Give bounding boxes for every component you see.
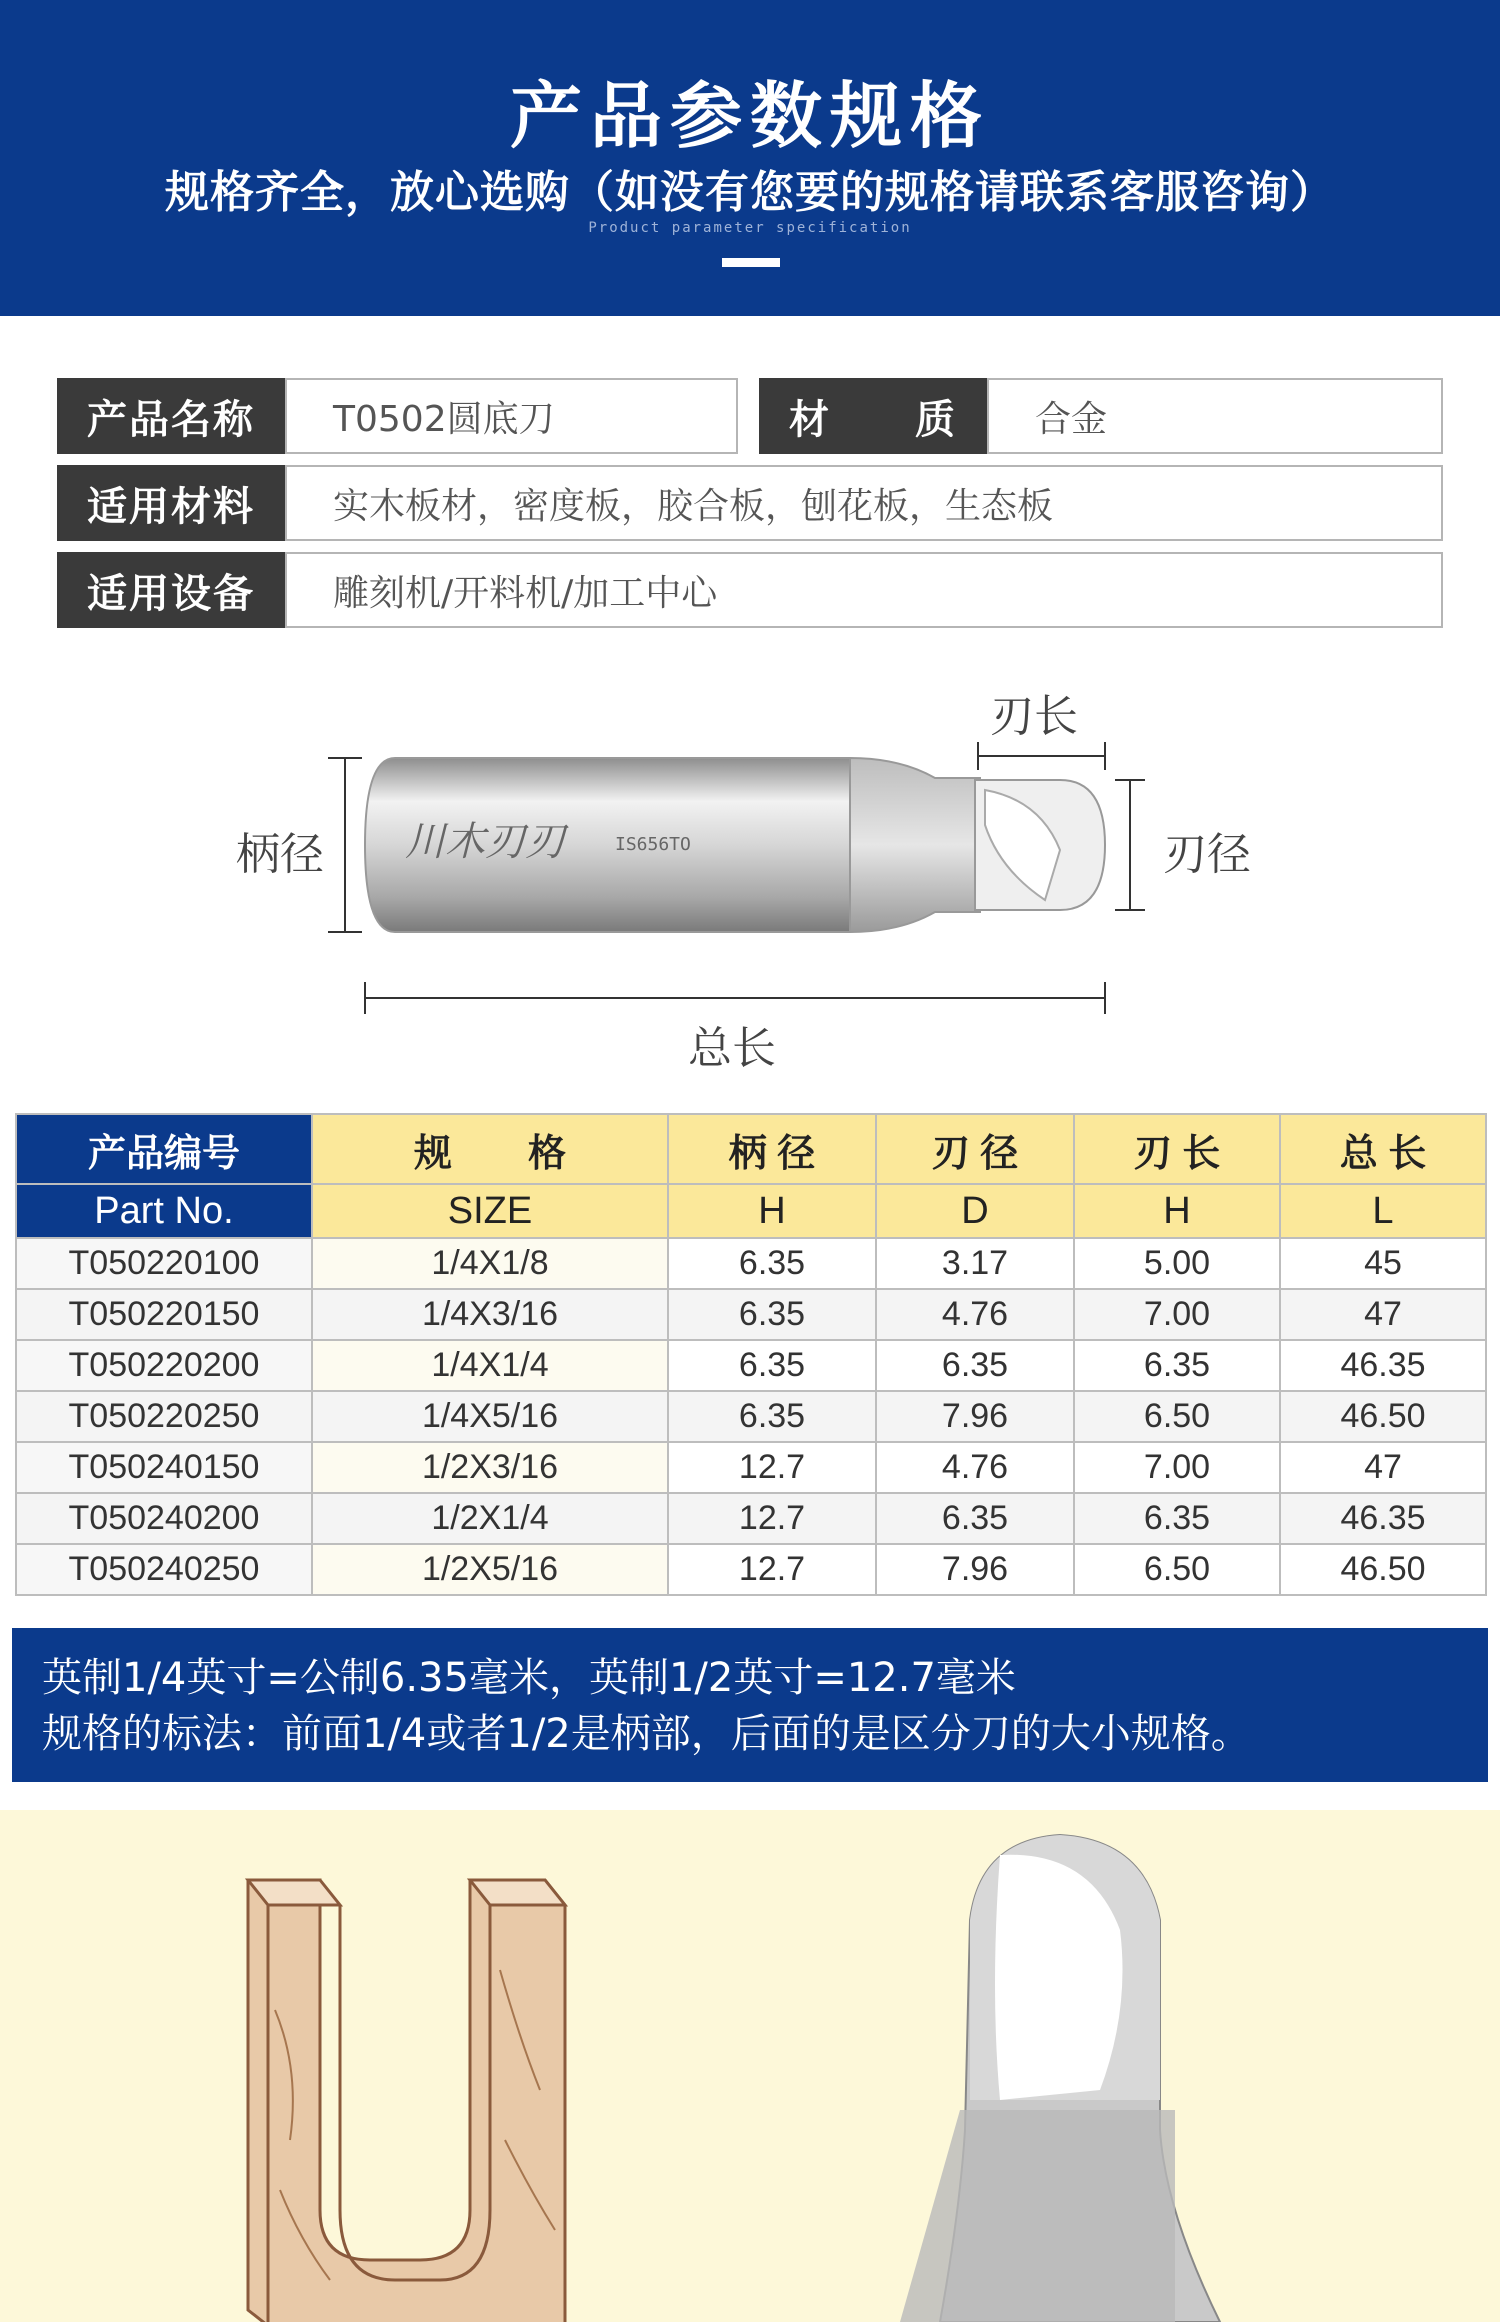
spec-table-body: [16, 1238, 1486, 1595]
cell-part-no: T050220200: [16, 1340, 312, 1391]
cell-blade-length: 7.00: [1074, 1442, 1280, 1493]
applicable-equipment-value: 雕刻机/开料机/加工中心: [285, 552, 1443, 628]
cell-shank-diameter: 12.7: [668, 1544, 876, 1595]
cell-size: 1/4X5/16: [312, 1391, 668, 1442]
col-header-shank-diameter: 柄 径: [668, 1114, 876, 1184]
cell-blade-diameter: 6.35: [876, 1340, 1074, 1391]
cell-blade-diameter: 6.35: [876, 1493, 1074, 1544]
table-row: [16, 1493, 1486, 1544]
blade-length-label: 刃长: [990, 691, 1078, 742]
note-line-2: 规格的标法：前面1/4或者1/2是柄部，后面的是区分刀的大小规格。: [42, 1711, 1251, 1757]
cell-total-length: 46.35: [1280, 1493, 1486, 1544]
cell-blade-length: 6.35: [1074, 1493, 1280, 1544]
table-row: [16, 1442, 1486, 1493]
header-divider: [722, 258, 780, 267]
info-row-materials: [57, 465, 1443, 541]
bit-closeup-icon: [900, 1835, 1220, 2322]
cell-blade-diameter: 4.76: [876, 1289, 1074, 1340]
col-header-blade-length: 刃 长: [1074, 1114, 1280, 1184]
cell-blade-length: 7.00: [1074, 1289, 1280, 1340]
cell-blade-diameter: 7.96: [876, 1391, 1074, 1442]
page-title: 产品参数规格: [509, 74, 990, 158]
page-subtitle-en: Product parameter specification: [588, 220, 912, 236]
cell-blade-diameter: 7.96: [876, 1544, 1074, 1595]
cell-shank-diameter: 6.35: [668, 1391, 876, 1442]
page-subtitle: 规格齐全，放心选购（如没有您要的规格请联系客服咨询）: [165, 167, 1335, 218]
blade-diameter-label: 刃径: [1163, 829, 1251, 880]
info-row-equipment: [57, 552, 1443, 628]
cell-shank-diameter: 6.35: [668, 1238, 876, 1289]
unit-note: [12, 1628, 1488, 1782]
cell-blade-length: 6.50: [1074, 1391, 1280, 1442]
spec-subheader-row: [16, 1184, 1486, 1238]
cell-part-no: T050240200: [16, 1493, 312, 1544]
cell-part-no: T050240150: [16, 1442, 312, 1493]
cell-size: 1/4X3/16: [312, 1289, 668, 1340]
col-subheader-l: L: [1280, 1184, 1486, 1238]
cell-shank-diameter: 6.35: [668, 1340, 876, 1391]
col-subheader-d: D: [876, 1184, 1074, 1238]
table-row: [16, 1544, 1486, 1595]
cell-blade-length: 5.00: [1074, 1238, 1280, 1289]
col-header-total-length: 总 长: [1280, 1114, 1486, 1184]
material-label: 材 质: [759, 378, 987, 454]
product-name-value: T0502圆底刀: [285, 378, 738, 454]
table-row: [16, 1289, 1486, 1340]
cell-blade-length: 6.50: [1074, 1544, 1280, 1595]
brand-engraving: 川木刃刃: [405, 819, 565, 865]
cell-size: 1/4X1/8: [312, 1238, 668, 1289]
col-header-size: 规 格: [312, 1114, 668, 1184]
applicable-material-value: 实木板材，密度板，胶合板，刨花板，生态板: [285, 465, 1443, 541]
shank-diameter-label: 柄径: [236, 829, 324, 880]
cell-total-length: 45: [1280, 1238, 1486, 1289]
cell-shank-diameter: 6.35: [668, 1289, 876, 1340]
col-subheader-part-no: Part No.: [16, 1184, 312, 1238]
cell-part-no: T050220250: [16, 1391, 312, 1442]
cell-blade-length: 6.35: [1074, 1340, 1280, 1391]
table-row: [16, 1391, 1486, 1442]
bottom-illustration-area: [0, 1810, 1500, 2322]
cell-shank-diameter: 12.7: [668, 1493, 876, 1544]
model-engraving: IS656TO: [615, 834, 691, 855]
header-banner: [0, 0, 1500, 316]
col-header-blade-diameter: 刃 径: [876, 1114, 1074, 1184]
cell-total-length: 46.50: [1280, 1544, 1486, 1595]
note-line-1: 英制1/4英寸=公制6.35毫米，英制1/2英寸=12.7毫米: [42, 1655, 1016, 1701]
table-row: [16, 1340, 1486, 1391]
col-subheader-h2: H: [1074, 1184, 1280, 1238]
spec-table: [15, 1113, 1487, 1596]
cell-part-no: T050220100: [16, 1238, 312, 1289]
product-name-label: 产品名称: [57, 378, 285, 454]
cell-blade-diameter: 3.17: [876, 1238, 1074, 1289]
info-row-name: [57, 378, 1443, 454]
wood-groove-icon: [248, 1880, 565, 2322]
applicable-equipment-label: 适用设备: [57, 552, 285, 628]
cell-total-length: 47: [1280, 1289, 1486, 1340]
col-subheader-h: H: [668, 1184, 876, 1238]
tool-diagram: [0, 650, 1500, 1080]
material-value: 合金: [987, 378, 1443, 454]
cell-size: 1/4X1/4: [312, 1340, 668, 1391]
cell-total-length: 47: [1280, 1442, 1486, 1493]
col-header-part-no: 产品编号: [16, 1114, 312, 1184]
col-subheader-size: SIZE: [312, 1184, 668, 1238]
table-row: [16, 1238, 1486, 1289]
groove-and-bit-illustration: [0, 1810, 1500, 2322]
cell-part-no: T050220150: [16, 1289, 312, 1340]
cell-shank-diameter: 12.7: [668, 1442, 876, 1493]
spec-header-row: [16, 1114, 1486, 1184]
cell-total-length: 46.35: [1280, 1340, 1486, 1391]
cell-blade-diameter: 4.76: [876, 1442, 1074, 1493]
total-length-label: 总长: [688, 1023, 776, 1074]
applicable-material-label: 适用材料: [57, 465, 285, 541]
cell-size: 1/2X1/4: [312, 1493, 668, 1544]
cell-total-length: 46.50: [1280, 1391, 1486, 1442]
cell-part-no: T050240250: [16, 1544, 312, 1595]
cell-size: 1/2X3/16: [312, 1442, 668, 1493]
cell-size: 1/2X5/16: [312, 1544, 668, 1595]
